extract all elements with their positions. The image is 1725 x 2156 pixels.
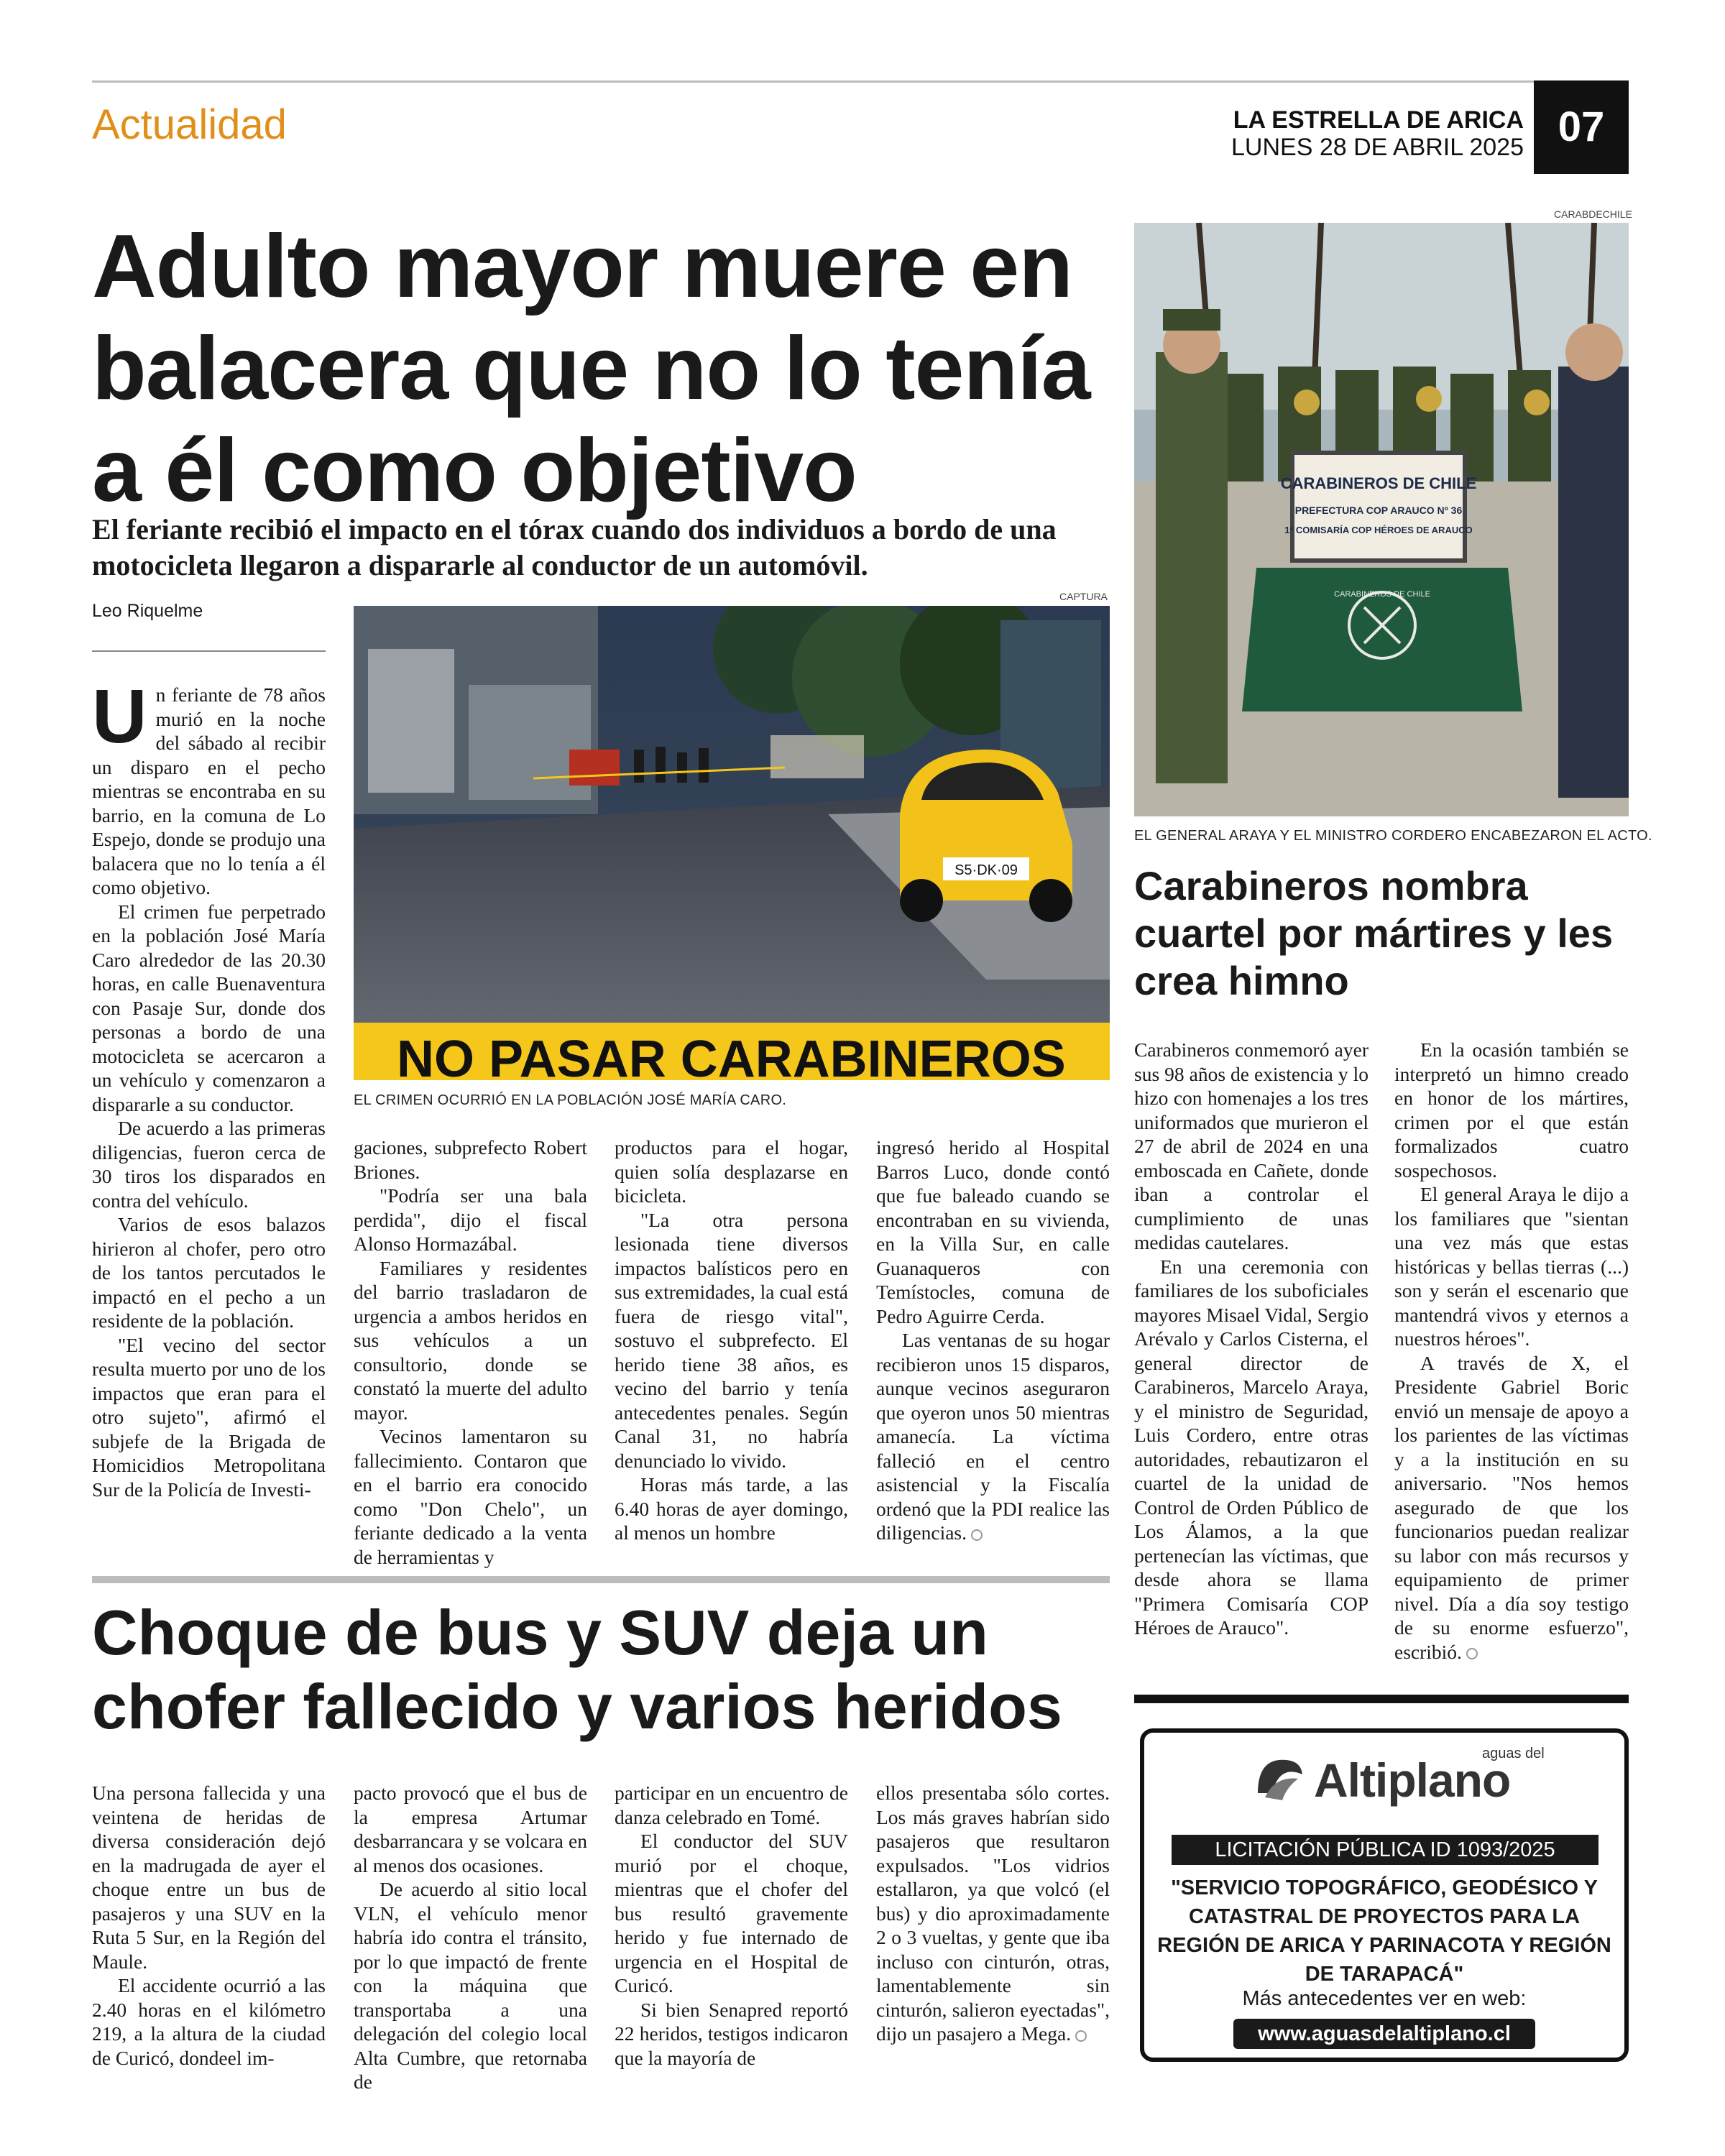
side-col1-p1: Carabineros conmemoró ayer sus 98 años de existencia y lo hizo con homenajes a los tres uniformados que murieron el 27 de abril de 2024 en una emboscada en Cañete, donde iban a controlar el cumplimiento de unas medidas cautelares.	[1134, 1038, 1368, 1253]
car-plate: S5·DK·09	[954, 862, 1018, 878]
main-col1-p5: "El vecino del sector resulta muerto por uno de los impactos que eran para el otro sujeto", afirmó el subjefe de la Brigada de Homicidios Metropolitana Sur de la Policía de Investi-	[92, 1333, 326, 1501]
ceremony-photo-credit: CARABDECHILE	[1554, 208, 1632, 220]
ad-brand-small: aguas del	[1482, 1746, 1545, 1761]
side-col1-p2: En una ceremonia con familiares de los suboficiales mayores Misael Vidal, Sergio Arévalo y Carlos Cisterna, el general director de Carabineros, Marcelo Araya, y el ministro de Seguridad, Luis Cordero, entre otras autoridades, rebautizaron el cuartel de la unidad de Control de Orden Público de Los Álamos, a la que pertenecían las víctimas, que desde ahora se llama "Primera Comisaría COP Héroes de Arauco".	[1134, 1255, 1368, 1639]
main-col2-p4: Vecinos lamentaron su fallecimiento. Contaron que en el barrio era conocido como "Don Chelo", un feriante dedicado a la venta de herramientas y	[354, 1425, 587, 1568]
main-col3-p3: Horas más tarde, a las 6.40 horas de ayer domingo, al menos un hombre	[615, 1473, 848, 1544]
bus-col1-p1: Una persona fallecida y una veintena de heridas de diversa consideración dejó en la madrugada de ayer el choque entre un bus de pasajeros y una SUV en la Ruta 5 Sur, en la Región del Maule.	[92, 1782, 326, 1973]
main-col1-first: n feriante de 78 años murió en la noche del sábado al recibir un disparo en el pecho mientras se encontraba en su barrio, en la comuna de Lo Espejo, donde se produjo una balacera que no lo tenía a él como objetivo.	[92, 683, 326, 898]
side-col2-p3: A través de X, el Presidente Gabriel Boric envió un mensaje de apoyo a los parientes de las víctimas y a la institución en su aniversario. "Nos hemos asegurado de que los funcionarios puedan realizar su labor con más recursos y equipamiento de primer nivel. Día a día soy testigo de su enorme esfuerzo", escribió.	[1394, 1351, 1629, 1663]
main-col2-p1: gaciones, subprefecto Robert Briones.	[354, 1136, 587, 1183]
main-col2-p3: Familiares y residentes del barrio trasladaron de urgencia a ambos heridos en sus vehículos a un consultorio, donde se constató la muerte del adulto mayor.	[354, 1256, 587, 1424]
crime-photo-caption: EL CRIMEN OCURRIÓ EN LA POBLACIÓN JOSÉ MARÍA CARO.	[354, 1092, 787, 1108]
main-deck: El feriante recibió el impacto en el tórax cuando dos individuos a bordo de una motocicleta llegaron a dispararle al conductor de un automóvil.	[92, 513, 1057, 581]
bus-col3-p2: El conductor del SUV murió por el choque, mientras que el chofer del bus resultó gravemente herido y fue internado de urgencia en el Hospital de Curicó.	[615, 1830, 848, 1996]
ad-licitacion: LICITACIÓN PÚBLICA ID 1093/2025	[1172, 1835, 1598, 1865]
bus-column-2	[354, 1781, 587, 2094]
altiplano-ad	[1140, 1728, 1629, 2062]
police-tape-text: NO PASAR CARABINEROS	[397, 1031, 1066, 1080]
end-mark-icon	[971, 1529, 983, 1541]
bus-col3-p3: Si bien Senapred reportó 22 heridos, testigos indicaron que la mayoría de	[615, 1998, 848, 2069]
section-label: Actualidad	[92, 101, 287, 148]
ad-top-rule	[1134, 1695, 1629, 1703]
side-col2-p1: En la ocasión también se interpretó un himno creado en honor de los mártires, crimen por el que están formalizados cuatro sospechosos.	[1394, 1038, 1629, 1181]
drop-cap: U	[92, 674, 147, 759]
issue-date: LUNES 28 DE ABRIL 2025	[1231, 134, 1524, 161]
main-col1-p3: De acuerdo a las primeras diligencias, fueron cerca de 30 tiros los disparados en contra del vehículo.	[92, 1117, 326, 1212]
bus-column-3	[615, 1781, 848, 2070]
side-col2-p2: El general Araya le dijo a los familiares que "sientan una vez más que estas históricas y bellas tierras (...) son y serán el escenario que mantendrá vivos y eternos a nuestros héroes".	[1394, 1183, 1629, 1350]
yellow-car	[900, 750, 1072, 922]
main-column-3	[615, 1135, 848, 1545]
plaque-line-2: PREFECTURA COP ARAUCO Nº 36	[1294, 505, 1463, 516]
end-mark-icon	[1075, 2030, 1087, 2042]
crime-photo-credit: CAPTURA	[1059, 591, 1108, 602]
main-column-2	[354, 1135, 587, 1569]
altiplano-logo-icon	[1251, 1750, 1308, 1807]
crime-scene-photo	[354, 606, 1110, 1080]
ceremony-photo-caption: EL GENERAL ARAYA Y EL MINISTRO CORDERO ENCABEZARON EL ACTO.	[1134, 828, 1652, 844]
ad-url[interactable]: www.aguasdelaltiplano.cl	[1233, 2019, 1535, 2049]
byline-rule	[92, 650, 326, 652]
ad-description: "SERVICIO TOPOGRÁFICO, GEODÉSICO Y CATASTRAL DE PROYECTOS PARA LA REGIÓN DE ARICA Y PARINACOTA Y REGIÓN DE TARAPACÁ"	[1157, 1876, 1611, 1986]
ad-more-info: Más antecedentes ver en web:	[1242, 1987, 1527, 2010]
bus-col3-p1: participar en un encuentro de danza celebrado en Tomé.	[615, 1782, 848, 1828]
side-column-2	[1394, 1038, 1629, 1664]
ceremony-illustration	[1134, 223, 1629, 816]
header-rule	[92, 80, 1629, 83]
page-number: 07	[1534, 80, 1629, 174]
story-separator	[92, 1576, 1110, 1583]
main-headline: Adulto mayor muere en balacera que no lo tenía a él como objetivo	[92, 217, 1090, 520]
bus-col4-p1: ellos presentaba sólo cortes. Los más graves habrían sido pasajeros que resultaron expulsados. "Los vidrios estallaron, ya que volcó (el bus) y dio aproximadamente 2 o 3 vueltas, y gente que iba incluso con cinturón, otras, lamentablemente sin cinturón, salieron eyectadas", dijo un pasajero a Mega.	[876, 1782, 1110, 2045]
bus-col2-p2: De acuerdo al sitio local VLN, el vehículo menor habría ido contra el tránsito, por lo que impactó de frente con la máquina que transportaba a una delegación del colegio local Alta Cumbre, que retornaba de	[354, 1878, 587, 2093]
main-column-1	[92, 674, 326, 1501]
ceremony-photo	[1134, 223, 1629, 816]
main-column-4	[876, 1135, 1110, 1545]
flag-text: CARABINEROS DE CHILE	[1334, 590, 1430, 599]
main-col4-p2: Las ventanas de su hogar recibieron unos 15 disparos, aunque vecinos aseguraron que oyeron unos 50 mientras amanecía. La víctima falleció en el centro asistencial y la Fiscalía ordenó que la PDI realice las diligencias.	[876, 1329, 1110, 1544]
newspaper-name: LA ESTRELLA DE ARICA	[1233, 106, 1524, 134]
main-col3-p2: "La otra persona lesionada tiene diversos impactos balísticos pero en sus extremidades, la cual está fuera de riesgo vital", sostuvo el subprefecto. El herido tiene 38 años, es vecino del barrio y tenía antecedentes penales. Según Canal 31, no habría denunciado lo vivido.	[615, 1208, 848, 1472]
side-column-1	[1134, 1038, 1368, 1640]
main-col1-p4: Varios de esos balazos hirieron al chofer, pero otro de los tantos percutados le impactó en el pecho a un residente de la población.	[92, 1213, 326, 1332]
plaque-line-1: CARABINEROS DE CHILE	[1280, 474, 1477, 492]
bus-column-1	[92, 1781, 326, 2070]
bus-col2-p1: pacto provocó que el bus de la empresa Artumar desbarrancara y se volcara en al menos dos ocasiones.	[354, 1782, 587, 1876]
main-col1-p2: El crimen fue perpetrado en la población José María Caro alrededor de las 20.30 horas, en calle Buenaventura con Pasaje Sur, donde dos personas a bordo de una motocicleta se acercaron a un vehículo y comenzaron a dispararle a su conductor.	[92, 900, 326, 1115]
bus-col1-p2: El accidente ocurrió a las 2.40 horas en el kilómetro 219, a la altura de la ciudad de Curicó, dondeel im-	[92, 1974, 326, 2069]
bus-headline: Choque de bus y SUV deja un chofer fallecido y varios heridos	[92, 1597, 1062, 1742]
end-mark-icon	[1466, 1648, 1478, 1659]
side-headline: Carabineros nombra cuartel por mártires y les crea himno	[1134, 863, 1614, 1003]
byline: Leo Riquelme	[92, 601, 203, 621]
main-col3-p1: productos para el hogar, quien solía desplazarse en bicicleta.	[615, 1136, 848, 1207]
main-col4-p1: ingresó herido al Hospital Barros Luco, donde contó que fue baleado cuando se encontraban en su vivienda, en la Villa Sur, en calle Guanaqueros con Temístocles, comuna de Pedro Aguirre Cerda.	[876, 1136, 1110, 1327]
main-col2-p2: "Podría ser una bala perdida", dijo el fiscal Alonso Hormazábal.	[354, 1184, 587, 1255]
bus-column-4	[876, 1781, 1110, 2046]
crime-scene-illustration	[354, 606, 1110, 1080]
ad-brand: Altiplano	[1314, 1754, 1511, 1807]
plaque-line-3: 1ª COMISARÍA COP HÉROES DE ARAUCO	[1284, 525, 1473, 535]
